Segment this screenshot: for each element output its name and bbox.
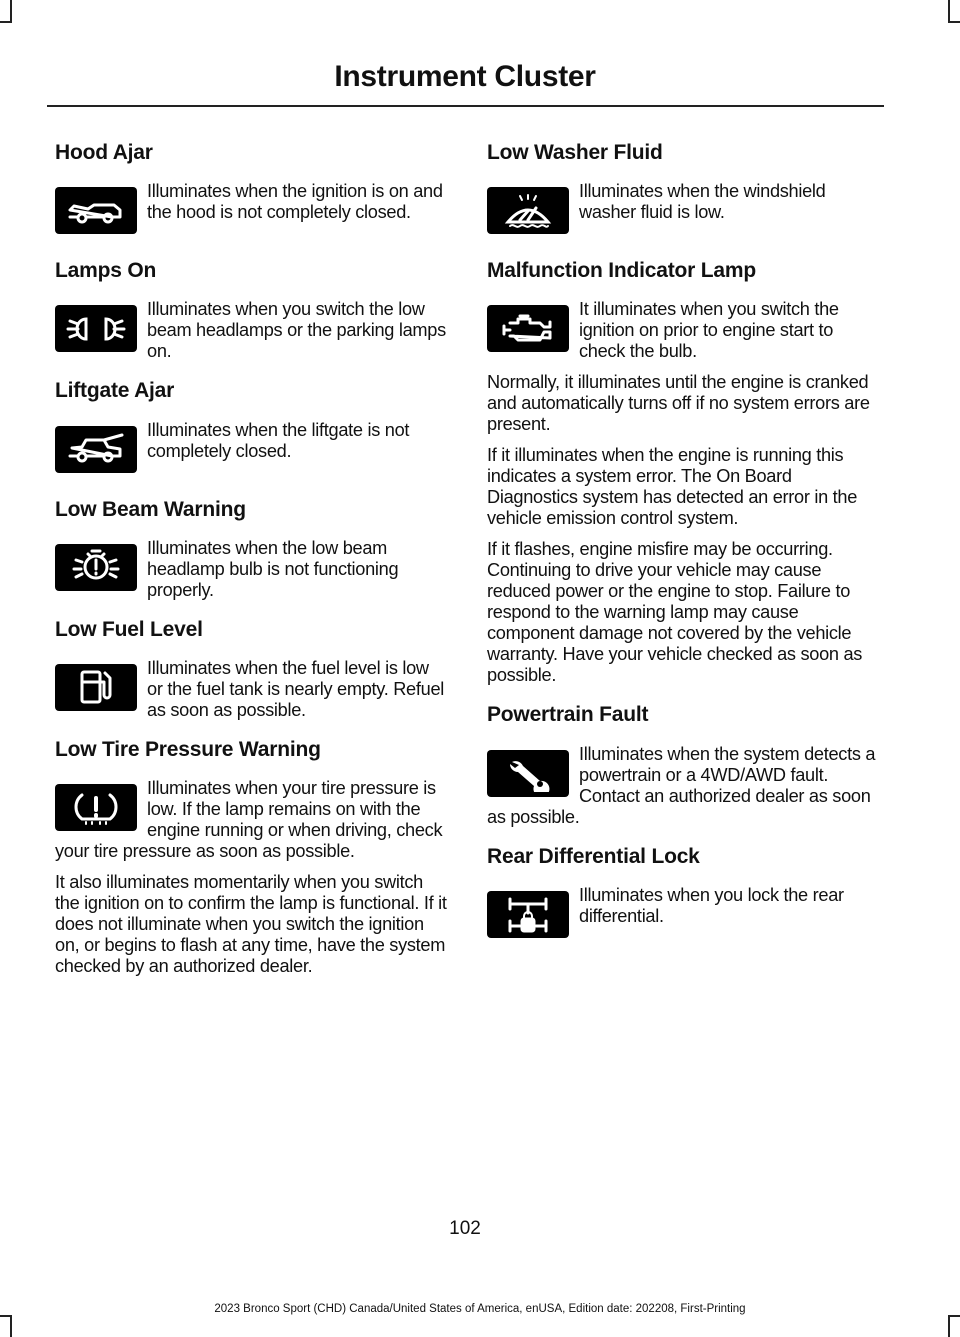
footer-text: 2023 Bronco Sport (CHD) Canada/United States of America, enUSA, Edition date: 202208, First-Printing (214, 1303, 746, 1315)
section-hood-ajar (55, 140, 448, 242)
tire-pressure-icon (55, 784, 137, 831)
indicator-description: Illuminates when the fuel level is low or the fuel tank is nearly empty. Refuel as soon as possible. (147, 657, 445, 720)
left-column (55, 140, 448, 993)
rear-differential-lock-icon (487, 891, 569, 938)
section-wrench (487, 702, 880, 827)
crop-mark (10, 1315, 12, 1337)
section-heading: Liftgate Ajar (55, 379, 175, 403)
crop-mark (948, 0, 950, 22)
indicator-entry (55, 778, 448, 862)
low-beam-warning-icon (55, 544, 137, 591)
right-column (487, 140, 880, 962)
section-low-beam-warning (55, 497, 448, 601)
crop-mark (948, 1315, 950, 1337)
section-heading: Low Beam Warning (55, 497, 246, 521)
fuel-pump-icon (55, 664, 137, 711)
wrench-icon (487, 750, 569, 797)
indicator-description: Illuminates when you lock the rear differential. (579, 884, 844, 926)
crop-mark (0, 21, 12, 23)
page-title: Instrument Cluster (334, 60, 596, 93)
crop-mark (948, 21, 960, 23)
section-lamps-on (55, 258, 448, 362)
indicator-entry (55, 420, 448, 481)
indicator-entry (55, 658, 448, 721)
header-rule (47, 105, 884, 107)
section-heading: Powertrain Fault (487, 703, 649, 727)
indicator-description: Illuminates when you switch the low beam headlamps or the parking lamps on. (147, 299, 446, 362)
section-heading: Low Fuel Level (55, 617, 203, 641)
body-paragraph: It also illuminates momentarily when you switch the ignition on to confirm the lamp is functional. If it does not illuminate when you switch the ignition on, or begins to flash at any time, have the system checked by an authorized dealer. (55, 872, 447, 977)
body-paragraph: If it illuminates when the engine is running this indicates a system error. The On Board Diagnostics system has detected an error in the vehicle emission control system. (487, 445, 858, 529)
indicator-description: Illuminates when the low beam headlamp bulb is not functioning properly. (147, 537, 399, 600)
lamps-on-icon (55, 305, 137, 352)
section-heading: Low Tire Pressure Warning (55, 737, 321, 761)
indicator-entry (487, 299, 880, 362)
section-heading: Lamps On (55, 259, 157, 283)
section-tire-pressure (55, 737, 448, 977)
indicator-entry (487, 744, 880, 828)
page-number: 102 (449, 1218, 481, 1239)
section-heading: Malfunction Indicator Lamp (487, 259, 756, 283)
indicator-entry (55, 181, 448, 242)
section-fuel-pump (55, 617, 448, 721)
crop-mark (948, 1315, 960, 1317)
body-paragraph: Normally, it illuminates until the engine is cranked and automatically turns off if no system errors are present. (487, 372, 870, 435)
engine-icon (487, 305, 569, 352)
indicator-description: Illuminates when the ignition is on and the hood is not completely closed. (147, 181, 443, 223)
liftgate-ajar-icon (55, 426, 137, 473)
section-heading: Hood Ajar (55, 141, 153, 164)
washer-fluid-icon (487, 187, 569, 234)
section-rear-differential-lock (487, 844, 880, 946)
section-washer-fluid (487, 140, 880, 242)
indicator-description: Illuminates when the windshield washer fluid is low. (579, 181, 826, 223)
indicator-entry (487, 181, 880, 242)
indicator-entry (487, 885, 880, 946)
crop-mark (0, 1315, 12, 1317)
hood-ajar-icon (55, 187, 137, 234)
body-paragraph: If it flashes, engine misfire may be occurring. Continuing to drive your vehicle may cause reduced power or the engine to stop. Failure to respond to the warning lamp may cause component damage not covered by the vehicle warranty. Have your vehicle checked as soon as possible. (487, 539, 863, 686)
indicator-description: Illuminates when your tire pressure is low. If the lamp remains on with the engine running or when driving, check your tire pressure as soon as possible. (55, 778, 443, 862)
section-engine (487, 258, 880, 686)
section-liftgate-ajar (55, 378, 448, 480)
indicator-description: Illuminates when the system detects a powertrain or a 4WD/AWD fault. Contact an authorized dealer as soon as possible. (487, 743, 876, 827)
indicator-entry (55, 299, 448, 362)
indicator-description: It illuminates when you switch the ignition on prior to engine start to check the bulb. (579, 299, 839, 362)
section-heading: Rear Differential Lock (487, 844, 700, 868)
indicator-description: Illuminates when the liftgate is not completely closed. (147, 419, 410, 461)
crop-mark (10, 0, 12, 22)
section-heading: Low Washer Fluid (487, 141, 663, 164)
indicator-entry (55, 538, 448, 601)
